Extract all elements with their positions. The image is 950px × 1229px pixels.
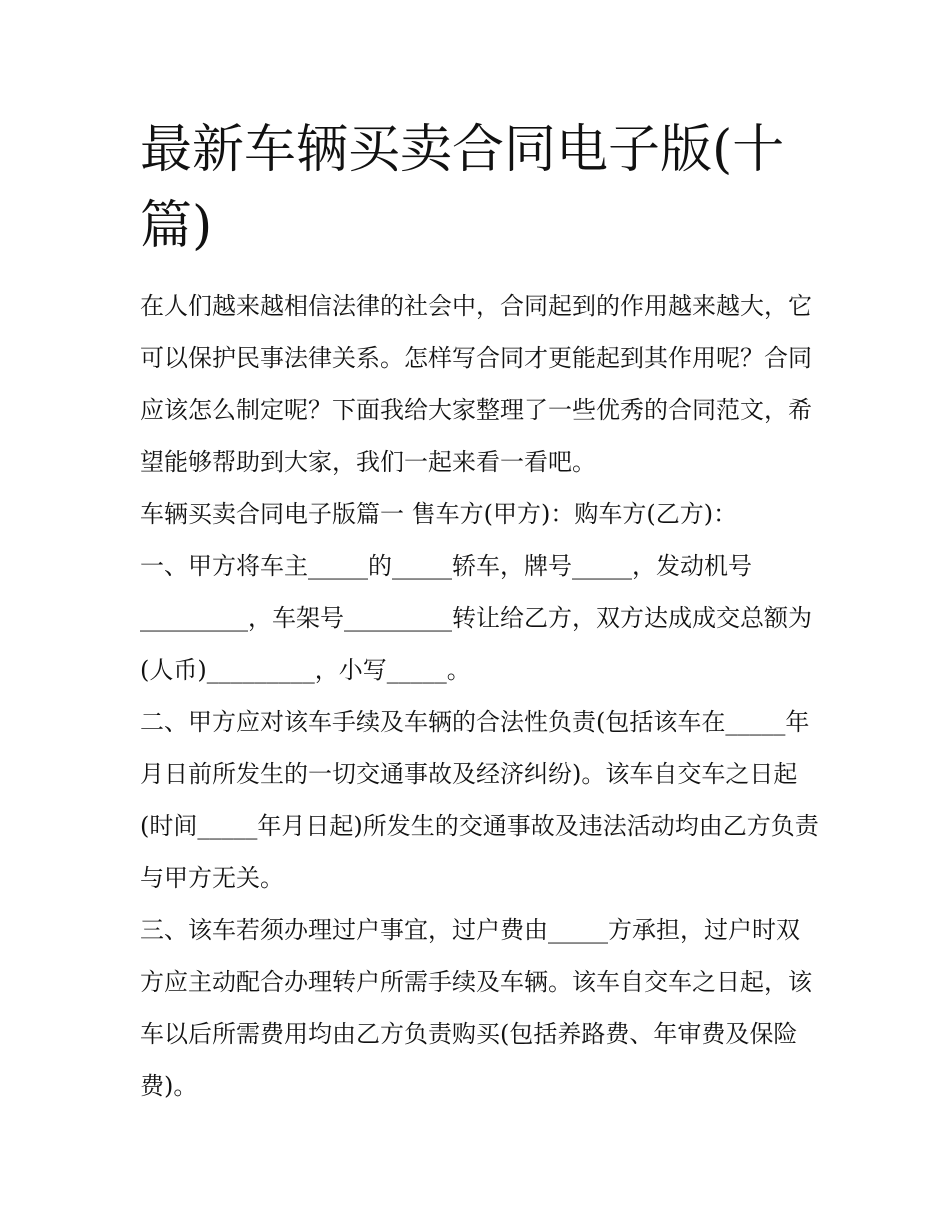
clause-2: 二、甲方应对该车手续及车辆的合法性负责(包括该车在_____年月日前所发生的一切交通事故及经济纠纷)。该车自交车之日起(时间_____年月日起)所发生的交通事故及违法活动均由乙方负责与甲方无关。	[140, 708, 819, 892]
clause-3: 三、该车若须办理过户事宜，过户费由_____方承担，过户时双方应主动配合办理转户所需手续及车辆。该车自交车之日起，该车以后所需费用均由乙方负责购买(包括养路费、年审费及保险费)。	[140, 916, 812, 1100]
clause-1: 一、甲方将车主_____的_____轿车，牌号_____，发动机号_________，车架号_________转让给乙方，双方达成成交总额为(人币)_________，小写_____。	[140, 552, 812, 684]
document-body	[140, 280, 820, 1112]
paragraph-parties: 车辆买卖合同电子版篇一 售车方(甲方)：购车方(乙方)：	[140, 500, 738, 528]
document-title: 最新车辆买卖合同电子版(十篇)	[140, 120, 785, 256]
paragraph-intro: 在人们越来越相信法律的社会中，合同起到的作用越来越大，它可以保护民事法律关系。怎样写合同才更能起到其作用呢？合同应该怎么制定呢？下面我给大家整理了一些优秀的合同范文，希望能够帮助到大家，我们一起来看一看吧。	[140, 292, 812, 476]
